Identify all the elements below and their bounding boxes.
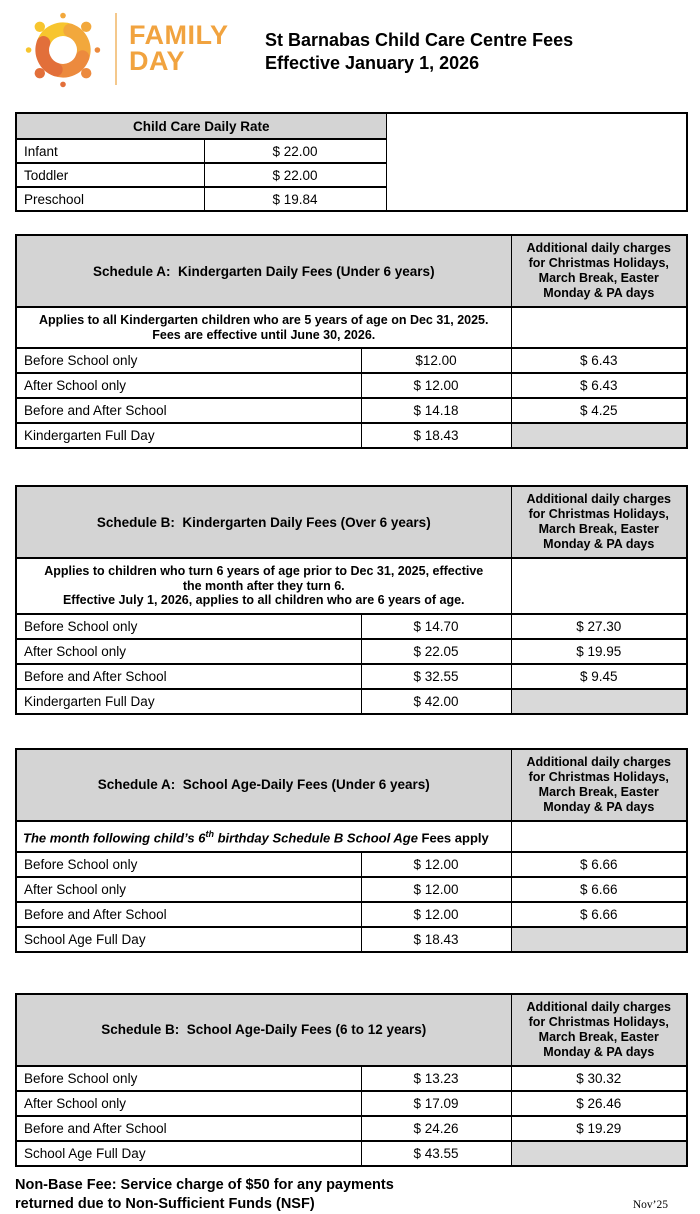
additional-charge-amount: $ 6.66 <box>511 902 687 927</box>
fee-amount: $ 12.00 <box>361 877 511 902</box>
fee-item-label: Before School only <box>16 1066 361 1091</box>
fee-row <box>16 373 687 398</box>
fee-item-label: School Age Full Day <box>16 927 361 952</box>
fee-amount: $ 22.00 <box>204 163 386 187</box>
nsf-note <box>15 1176 394 1214</box>
blocked-cell <box>511 689 687 714</box>
fee-item-label: Before School only <box>16 348 361 373</box>
brand-line-1: FAMILY <box>129 20 229 50</box>
fee-item-label: Infant <box>16 139 204 163</box>
fee-item-label: Kindergarten Full Day <box>16 423 361 448</box>
fee-row <box>16 614 687 639</box>
additional-charge-amount: $ 6.66 <box>511 852 687 877</box>
additional-charge-amount: $ 30.32 <box>511 1066 687 1091</box>
family-day-logo-icon <box>23 10 103 90</box>
fee-row <box>16 852 687 877</box>
note-line: Effective July 1, 2026, applies to all children who are 6 years of age. <box>62 593 465 607</box>
fee-amount: $12.00 <box>361 348 511 373</box>
table-header-row <box>16 749 687 821</box>
additional-charge-amount: $ 19.29 <box>511 1116 687 1141</box>
fee-amount: $ 42.00 <box>361 689 511 714</box>
fee-amount: $ 14.70 <box>361 614 511 639</box>
fee-row <box>16 398 687 423</box>
additional-charge-amount: $ 6.43 <box>511 348 687 373</box>
note-line: Applies to all Kindergarten children who are 5 years of age on Dec 31, 2025. <box>39 313 489 327</box>
page-title-line-1: St Barnabas Child Care Centre Fees <box>265 30 574 50</box>
fee-amount: $ 19.84 <box>204 187 386 211</box>
fee-row <box>16 1141 687 1166</box>
logo-divider <box>115 13 117 85</box>
fee-amount: $ 12.00 <box>361 373 511 398</box>
note-italic-text: birthday Schedule B School Age <box>213 830 418 846</box>
table-header-row <box>16 235 687 307</box>
empty-side-cell <box>386 113 687 211</box>
note-cell <box>16 307 511 348</box>
note-cell <box>16 558 511 614</box>
note-line: Fees are effective until June 30, 2026. <box>152 327 376 342</box>
brand-wordmark <box>129 22 241 74</box>
fee-item-label: Before and After School <box>16 902 361 927</box>
fee-amount: $ 24.26 <box>361 1116 511 1141</box>
fee-row <box>16 689 687 714</box>
table-header-row <box>16 113 687 139</box>
additional-charge-amount: $ 27.30 <box>511 614 687 639</box>
fee-amount: $ 43.55 <box>361 1141 511 1166</box>
nsf-note-line: Non-Base Fee: Service charge of $50 for any payments <box>15 1176 394 1193</box>
additional-charge-amount: $ 9.45 <box>511 664 687 689</box>
additional-charge-amount: $ 19.95 <box>511 639 687 664</box>
fee-item-label: After School only <box>16 877 361 902</box>
fee-amount: $ 22.00 <box>204 139 386 163</box>
blocked-cell <box>511 1141 687 1166</box>
fee-row <box>16 664 687 689</box>
schedule-b-kindergarten-table <box>15 485 688 715</box>
daily-rate-header-cell: Child Care Daily Rate <box>16 113 386 139</box>
note-regular-text: Fees apply <box>417 830 489 846</box>
fee-row <box>16 639 687 664</box>
fee-amount: $ 12.00 <box>361 852 511 877</box>
fee-item-label: Before School only <box>16 614 361 639</box>
fee-row <box>16 423 687 448</box>
fee-row <box>16 1091 687 1116</box>
fee-amount: $ 22.05 <box>361 639 511 664</box>
fee-row <box>16 1066 687 1091</box>
fee-amount: $ 17.09 <box>361 1091 511 1116</box>
empty-cell <box>511 307 687 348</box>
fee-row <box>16 1116 687 1141</box>
note-line: the month after they turn 6. <box>182 578 345 593</box>
fee-amount: $ 12.00 <box>361 902 511 927</box>
schedule-b-school-age-table <box>15 993 688 1167</box>
blocked-cell <box>511 423 687 448</box>
fee-item-label: After School only <box>16 373 361 398</box>
schedule-a-school-age-table <box>15 748 688 953</box>
fee-amount: $ 13.23 <box>361 1066 511 1091</box>
fee-row <box>16 902 687 927</box>
table-title-cell: Schedule B: School Age-Daily Fees (6 to 12 years) <box>16 994 511 1066</box>
date-stamp: Nov’25 <box>632 1198 668 1211</box>
table-title-cell: Schedule A: School Age-Daily Fees (Under 6 years) <box>16 749 511 821</box>
empty-cell <box>511 558 687 614</box>
additional-charge-amount: $ 6.43 <box>511 373 687 398</box>
page-title <box>265 29 573 75</box>
additional-charge-amount: $ 26.46 <box>511 1091 687 1116</box>
note-line: Applies to children who turn 6 years of age prior to Dec 31, 2025, effective <box>44 564 484 578</box>
fee-item-label: Before School only <box>16 852 361 877</box>
fee-item-label: Kindergarten Full Day <box>16 689 361 714</box>
fee-row <box>16 877 687 902</box>
schedule-a-kindergarten-table <box>15 234 688 449</box>
fee-item-label: Before and After School <box>16 664 361 689</box>
table-header-row <box>16 486 687 558</box>
fee-amount: $ 18.43 <box>361 927 511 952</box>
note-row <box>16 307 687 348</box>
fee-row <box>16 927 687 952</box>
additional-charge-amount: $ 6.66 <box>511 877 687 902</box>
daily-rate-table <box>15 112 688 212</box>
note-superscript: th <box>205 828 214 839</box>
fee-item-label: Before and After School <box>16 398 361 423</box>
blocked-cell <box>511 927 687 952</box>
table-title-cell: Schedule A: Kindergarten Daily Fees (Under 6 years) <box>16 235 511 307</box>
note-italic-text: The month following child’s 6 <box>23 830 206 846</box>
brand-line-2: DAY <box>129 46 186 76</box>
empty-cell <box>511 821 687 852</box>
fee-item-label: After School only <box>16 1091 361 1116</box>
table-title-cell: Schedule B: Kindergarten Daily Fees (Over 6 years) <box>16 486 511 558</box>
fee-amount: $ 14.18 <box>361 398 511 423</box>
additional-charges-header-cell: Additional daily charges for Christmas Holidays, March Break, Easter Monday & PA days <box>511 486 687 558</box>
note-cell <box>16 821 511 852</box>
fee-item-label: Toddler <box>16 163 204 187</box>
additional-charges-header-cell: Additional daily charges for Christmas Holidays, March Break, Easter Monday & PA days <box>511 994 687 1066</box>
note-row <box>16 821 687 852</box>
table-header-row <box>16 994 687 1066</box>
additional-charges-header-cell: Additional daily charges for Christmas Holidays, March Break, Easter Monday & PA days <box>511 749 687 821</box>
fee-item-label: Before and After School <box>16 1116 361 1141</box>
document-footer <box>15 1176 686 1214</box>
note-row <box>16 558 687 614</box>
additional-charges-header-cell: Additional daily charges for Christmas Holidays, March Break, Easter Monday & PA days <box>511 235 687 307</box>
nsf-note-line: returned due to Non-Sufficient Funds (NSF) <box>15 1195 315 1212</box>
fee-item-label: After School only <box>16 639 361 664</box>
document-header <box>15 8 686 106</box>
additional-charge-amount: $ 4.25 <box>511 398 687 423</box>
fee-amount: $ 18.43 <box>361 423 511 448</box>
page-title-line-2: Effective January 1, 2026 <box>265 53 480 73</box>
fee-item-label: Preschool <box>16 187 204 211</box>
fee-row <box>16 348 687 373</box>
fee-item-label: School Age Full Day <box>16 1141 361 1166</box>
fee-amount: $ 32.55 <box>361 664 511 689</box>
